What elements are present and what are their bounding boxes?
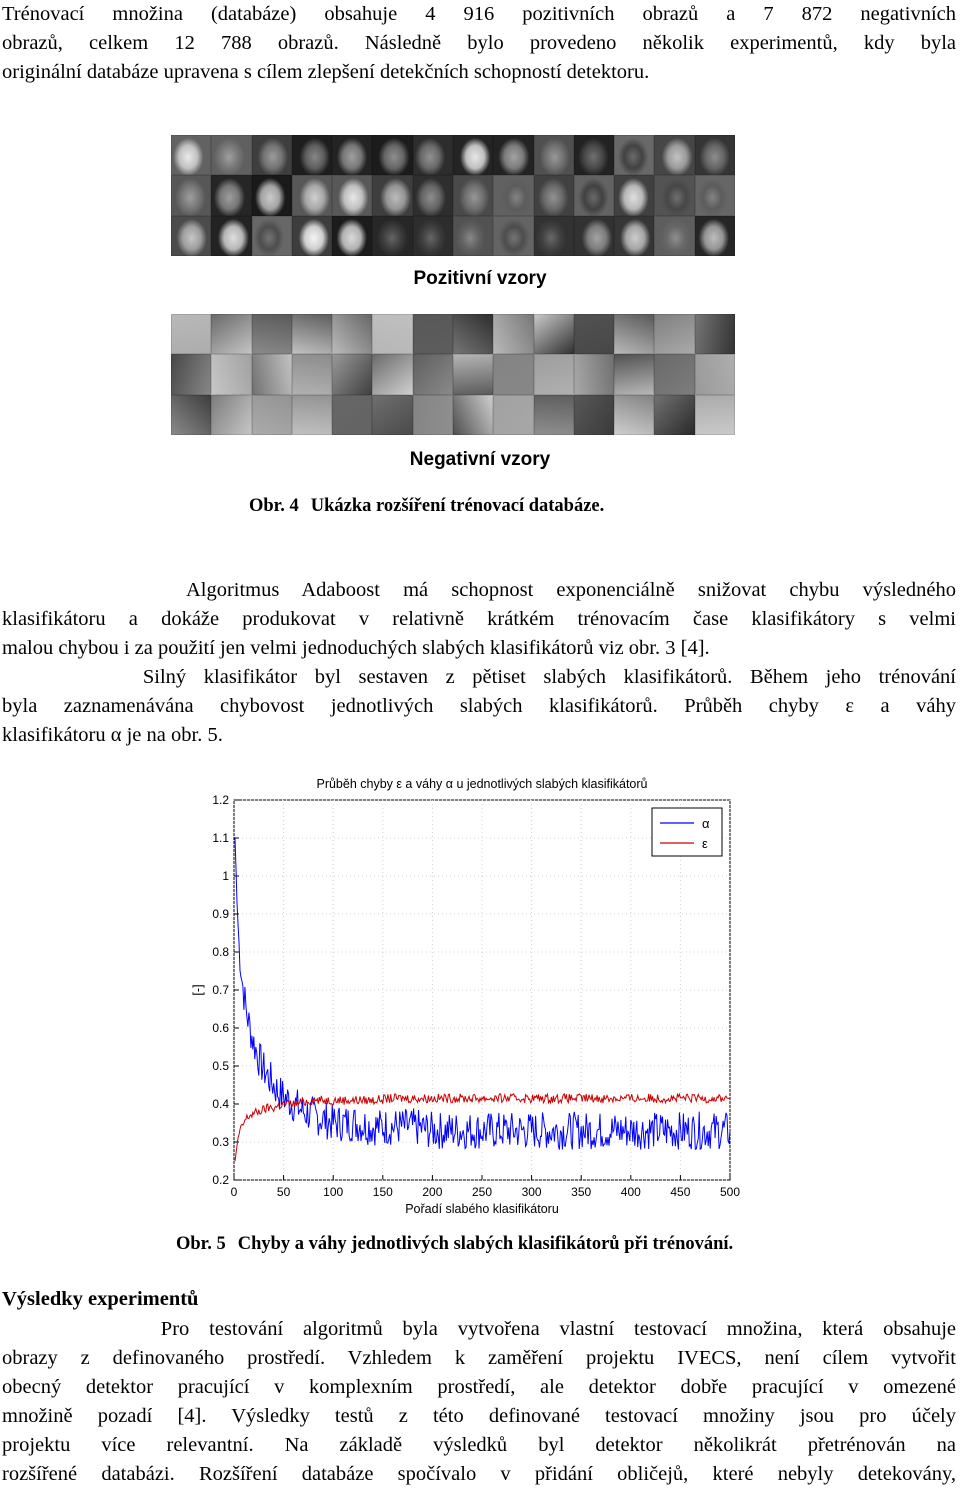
face-thumbnail [292,216,332,256]
face-thumbnail [654,135,694,175]
background-thumbnail [252,395,292,435]
background-thumbnail [453,314,493,354]
adaboost-paragraph [2,576,956,663]
background-thumbnail [493,354,533,394]
background-thumbnail [292,354,332,394]
strong-classifier-paragraph [2,663,956,750]
text-line: obrazy z definovaného prostředí. Vzhledem k zaměření projektu IVECS, není cílem vytvořit [2,1347,956,1369]
face-thumbnail [171,175,211,215]
face-thumbnail [252,175,292,215]
y-tick-label: 0.7 [212,983,229,997]
background-thumbnail [211,395,251,435]
text-line: byla zaznamenávána chybovost jednotlivých slabých klasifikátorů. Průběh chyby ε a váhy [2,695,956,717]
chart-title: Průběh chyby ε a váhy α u jednotlivých slabých klasifikátorů [316,777,648,791]
face-thumbnail [493,216,533,256]
background-thumbnail [453,395,493,435]
x-tick-label: 50 [276,1185,291,1199]
y-tick-label: 1.1 [212,831,229,845]
x-tick-label: 400 [620,1185,641,1199]
face-thumbnail [332,216,372,256]
negative-samples-image [171,314,735,435]
background-thumbnail [574,314,614,354]
text-line: rozšířené databázi. Rozšíření databáze spočívalo v přidání obličejů, které nebyly detekovány, [2,1463,956,1485]
y-tick-label: 1.2 [212,793,229,807]
background-thumbnail [252,314,292,354]
text-line: Silný klasifikátor byl sestaven z pětiset slabých klasifikátorů. Během jeho trénování [2,666,956,688]
text-line: Pro testování algoritmů byla vytvořena vlastní testovací množina, která obsahuje [2,1318,956,1340]
background-thumbnail [252,354,292,394]
face-thumbnail [372,175,412,215]
face-thumbnail [574,175,614,215]
background-thumbnail [372,395,412,435]
background-thumbnail [453,354,493,394]
face-thumbnail [252,216,292,256]
background-thumbnail [211,314,251,354]
error-weight-chart [180,770,770,1220]
caption-number: Obr. 5 [176,1234,226,1254]
x-tick-label: 150 [372,1185,393,1199]
face-thumbnail [695,175,735,215]
y-tick-label: 0.9 [212,907,229,921]
text-line: malou chybou i za použití jen velmi jednoduchých slabých klasifikátorů viz obr. 3 [4]. [2,637,710,659]
face-thumbnail [614,216,654,256]
background-thumbnail [171,395,211,435]
x-tick-label: 0 [230,1185,238,1199]
face-thumbnail [413,175,453,215]
y-axis-label: [-] [191,984,205,996]
caption-text: Chyby a váhy jednotlivých slabých klasifikátorů při trénování. [237,1234,734,1254]
figure-4-caption [249,496,604,517]
background-thumbnail [534,395,574,435]
background-thumbnail [372,354,412,394]
background-thumbnail [614,354,654,394]
face-thumbnail [534,135,574,175]
face-thumbnail [372,216,412,256]
face-thumbnail [453,135,493,175]
positive-samples-image [171,135,735,256]
results-heading: Výsledky experimentů [2,1288,199,1310]
y-tick-label: 0.2 [212,1173,229,1187]
face-thumbnail [211,135,251,175]
background-thumbnail [654,314,694,354]
legend-box [652,808,722,856]
positive-samples-label: Pozitivní vzory [413,268,547,289]
background-thumbnail [695,314,735,354]
x-axis-label: Pořadí slabého klasifikátoru [405,1202,559,1216]
background-thumbnail [292,314,332,354]
face-thumbnail [211,175,251,215]
background-thumbnail [171,354,211,394]
text-line: originální databáze upravena s cílem zlepšení detekčních schopností detektoru. [2,61,650,83]
background-thumbnail [332,314,372,354]
background-thumbnail [211,354,251,394]
background-thumbnail [292,395,332,435]
face-thumbnail [453,216,493,256]
results-paragraph [2,1315,956,1489]
negative-samples-label: Negativní vzory [409,449,551,470]
x-tick-label: 300 [521,1185,542,1199]
background-thumbnail [695,395,735,435]
face-thumbnail [171,135,211,175]
background-thumbnail [654,395,694,435]
y-tick-label: 0.3 [212,1135,229,1149]
text-line: klasifikátoru α je na obr. 5. [2,724,223,746]
background-thumbnail [614,314,654,354]
background-thumbnail [171,314,211,354]
face-thumbnail [292,175,332,215]
background-thumbnail [493,395,533,435]
background-thumbnail [654,354,694,394]
legend-label: α [702,816,710,831]
intro-paragraph [2,0,956,87]
face-thumbnail [574,216,614,256]
text-line: projektu více relevantní. Na základě výsledků byl detektor několikrát přetrénován na [2,1434,956,1456]
face-thumbnail [654,175,694,215]
x-tick-label: 500 [719,1185,741,1199]
y-tick-label: 0.5 [212,1059,229,1073]
face-thumbnail [614,175,654,215]
text-line: Trénovací množina (databáze) obsahuje 4 916 pozitivních obrazů a 7 872 negativních [2,3,956,25]
face-thumbnail [493,175,533,215]
background-thumbnail [534,314,574,354]
y-tick-label: 0.4 [212,1097,229,1111]
face-thumbnail [211,216,251,256]
background-thumbnail [413,395,453,435]
y-tick-label: 0.6 [212,1021,229,1035]
face-thumbnail [614,135,654,175]
legend-label: ε [702,836,708,851]
background-thumbnail [332,395,372,435]
text-line: klasifikátoru a dokáže produkovat v relativně krátkém trénovacím čase klasifikátory s velmi [2,608,956,630]
text-line: obecný detektor pracující v komplexním prostředí, ale detektor dobře pracující v omezené [2,1376,956,1398]
background-thumbnail [534,354,574,394]
y-tick-label: 1 [222,869,229,883]
face-thumbnail [695,135,735,175]
background-thumbnail [332,354,372,394]
face-thumbnail [171,216,211,256]
figure-5-caption [176,1234,733,1255]
face-thumbnail [453,175,493,215]
x-tick-label: 450 [670,1185,691,1199]
background-thumbnail [493,314,533,354]
face-thumbnail [534,216,574,256]
face-thumbnail [372,135,412,175]
text-line: obrazů, celkem 12 788 obrazů. Následně bylo provedeno několik experimentů, kdy byla [2,32,956,54]
text-line: množině pozadí [4]. Výsledky testů z této definované testovací množiny jsou pro účely [2,1405,956,1427]
background-thumbnail [413,354,453,394]
background-thumbnail [614,395,654,435]
x-tick-label: 100 [323,1185,344,1199]
background-thumbnail [695,354,735,394]
face-thumbnail [413,135,453,175]
face-thumbnail [413,216,453,256]
face-thumbnail [574,135,614,175]
x-tick-label: 200 [422,1185,443,1199]
face-thumbnail [654,216,694,256]
x-tick-label: 350 [571,1185,592,1199]
background-thumbnail [372,314,412,354]
face-thumbnail [695,216,735,256]
background-thumbnail [574,354,614,394]
y-tick-label: 0.8 [212,945,229,959]
face-thumbnail [332,175,372,215]
face-thumbnail [292,135,332,175]
caption-text: Ukázka rozšíření trénovací databáze. [310,496,605,516]
face-thumbnail [332,135,372,175]
caption-number: Obr. 4 [249,496,299,516]
background-thumbnail [574,395,614,435]
face-thumbnail [534,175,574,215]
x-tick-label: 250 [471,1185,493,1199]
face-thumbnail [493,135,533,175]
text-line: Algoritmus Adaboost má schopnost exponenciálně snižovat chybu výsledného [2,579,956,601]
face-thumbnail [252,135,292,175]
background-thumbnail [413,314,453,354]
